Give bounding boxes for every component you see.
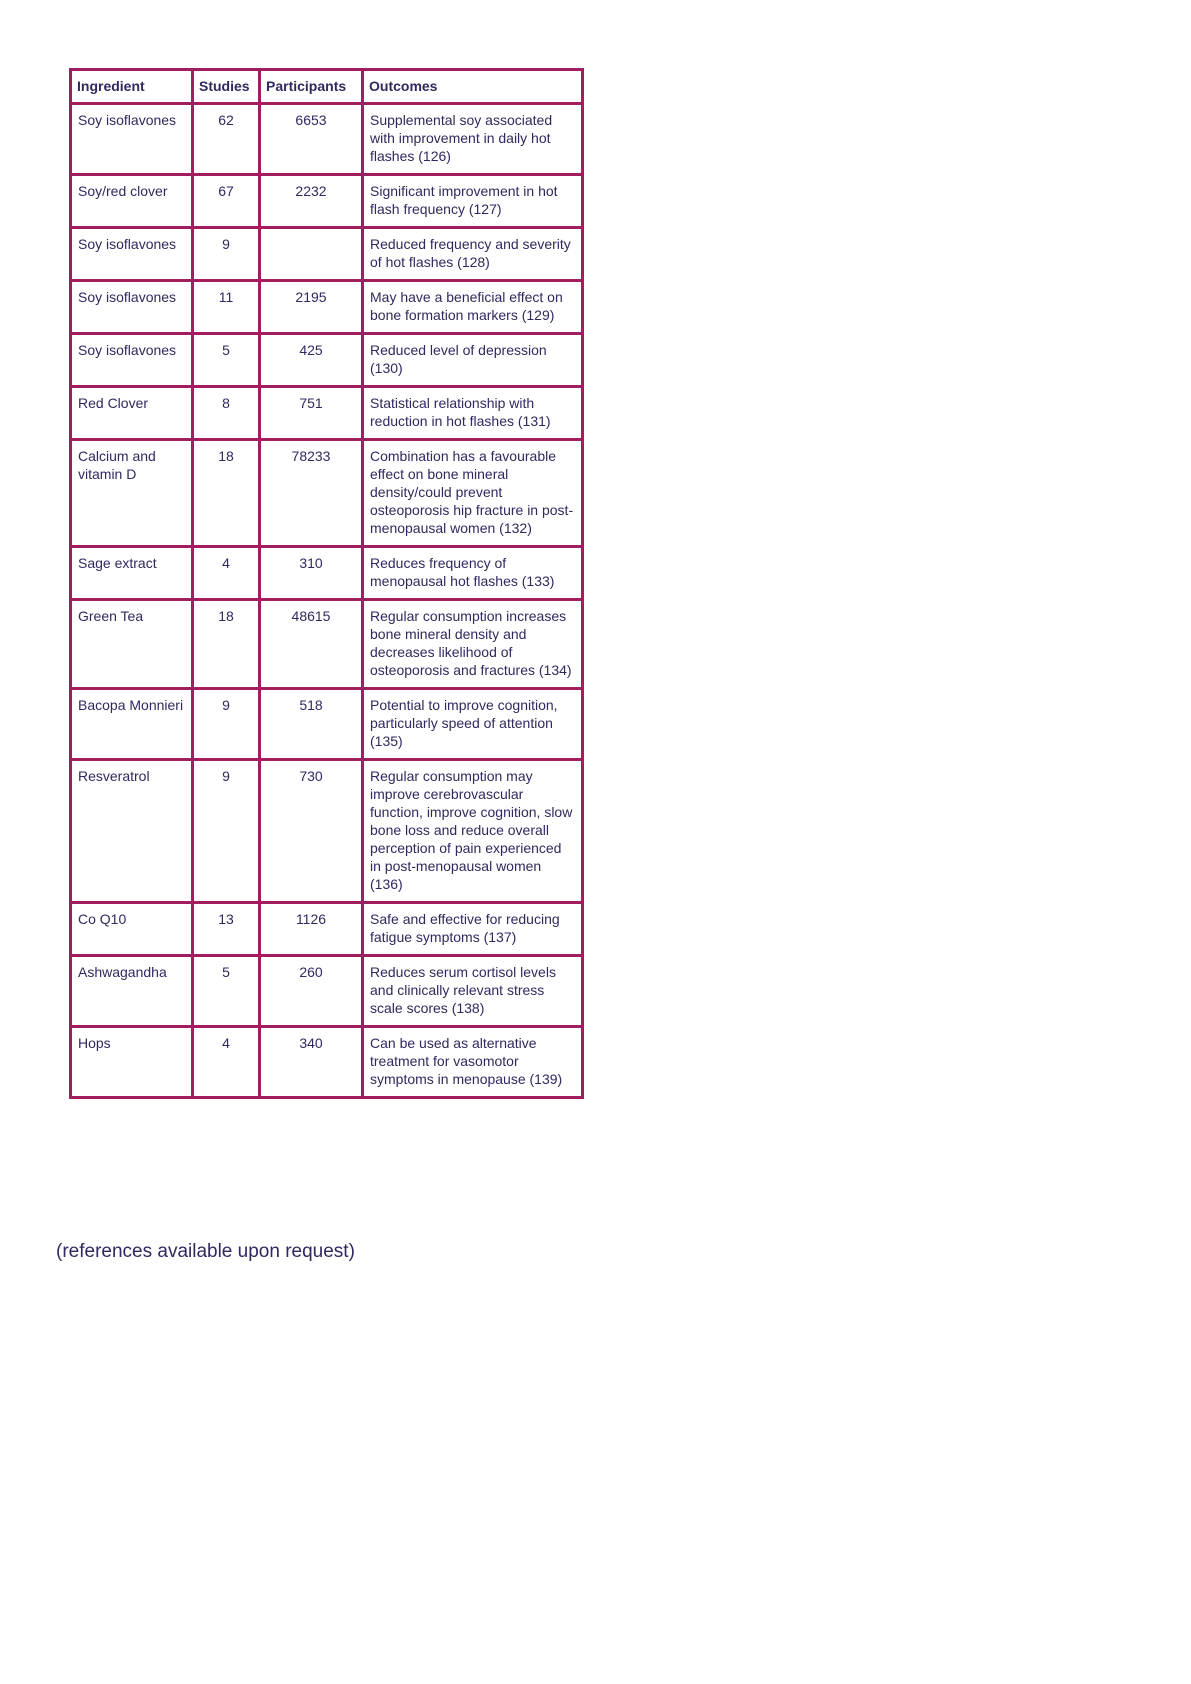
table-row — [71, 228, 583, 281]
table-row — [71, 547, 583, 600]
ingredient-cell: Soy isoflavones — [71, 104, 193, 175]
table-row — [71, 175, 583, 228]
studies-cell: 67 — [193, 175, 260, 228]
table-row — [71, 956, 583, 1027]
header-participants: Participants — [260, 70, 363, 104]
header-ingredient: Ingredient — [71, 70, 193, 104]
studies-cell: 5 — [193, 956, 260, 1027]
ingredient-cell: Co Q10 — [71, 903, 193, 956]
participants-cell: 1126 — [260, 903, 363, 956]
ingredient-cell: Sage extract — [71, 547, 193, 600]
table-header-row — [71, 70, 583, 104]
header-studies: Studies — [193, 70, 260, 104]
participants-cell: 518 — [260, 689, 363, 760]
participants-cell: 78233 — [260, 440, 363, 547]
participants-cell: 2232 — [260, 175, 363, 228]
studies-cell: 9 — [193, 228, 260, 281]
table-row — [71, 334, 583, 387]
table-row — [71, 1027, 583, 1098]
participants-cell: 260 — [260, 956, 363, 1027]
table-row — [71, 903, 583, 956]
participants-cell — [260, 228, 363, 281]
table-row — [71, 689, 583, 760]
header-outcomes: Outcomes — [363, 70, 583, 104]
studies-cell: 4 — [193, 1027, 260, 1098]
participants-cell: 730 — [260, 760, 363, 903]
ingredient-cell: Bacopa Monnieri — [71, 689, 193, 760]
outcomes-cell: Potential to improve cognition, particularly speed of attention (135) — [363, 689, 583, 760]
ingredient-cell: Soy/red clover — [71, 175, 193, 228]
table-header — [71, 70, 583, 104]
studies-cell: 13 — [193, 903, 260, 956]
ingredient-cell: Hops — [71, 1027, 193, 1098]
outcomes-cell: Significant improvement in hot flash frequency (127) — [363, 175, 583, 228]
participants-cell: 6653 — [260, 104, 363, 175]
participants-cell: 340 — [260, 1027, 363, 1098]
outcomes-cell: Combination has a favourable effect on bone mineral density/could prevent osteoporosis hip fracture in post-menopausal women (132) — [363, 440, 583, 547]
outcomes-cell: Safe and effective for reducing fatigue symptoms (137) — [363, 903, 583, 956]
studies-cell: 5 — [193, 334, 260, 387]
ingredient-cell: Calcium and vitamin D — [71, 440, 193, 547]
references-note: (references available upon request) — [56, 1241, 355, 1262]
studies-cell: 11 — [193, 281, 260, 334]
table-row — [71, 104, 583, 175]
ingredient-cell: Green Tea — [71, 600, 193, 689]
ingredient-cell: Soy isoflavones — [71, 334, 193, 387]
outcomes-cell: Reduces frequency of menopausal hot flashes (133) — [363, 547, 583, 600]
studies-cell: 9 — [193, 689, 260, 760]
table-row — [71, 760, 583, 903]
studies-cell: 4 — [193, 547, 260, 600]
participants-cell: 2195 — [260, 281, 363, 334]
ingredient-evidence-table — [69, 68, 584, 1099]
outcomes-cell: May have a beneficial effect on bone formation markers (129) — [363, 281, 583, 334]
ingredient-cell: Ashwagandha — [71, 956, 193, 1027]
outcomes-cell: Reduced frequency and severity of hot flashes (128) — [363, 228, 583, 281]
studies-cell: 62 — [193, 104, 260, 175]
outcomes-cell: Supplemental soy associated with improvement in daily hot flashes (126) — [363, 104, 583, 175]
ingredient-cell: Soy isoflavones — [71, 281, 193, 334]
table-row — [71, 387, 583, 440]
outcomes-cell: Can be used as alternative treatment for vasomotor symptoms in menopause (139) — [363, 1027, 583, 1098]
studies-cell: 18 — [193, 600, 260, 689]
table-row — [71, 281, 583, 334]
participants-cell: 48615 — [260, 600, 363, 689]
outcomes-cell: Reduced level of depression (130) — [363, 334, 583, 387]
table-row — [71, 440, 583, 547]
ingredient-cell: Soy isoflavones — [71, 228, 193, 281]
ingredient-cell: Red Clover — [71, 387, 193, 440]
table-row — [71, 600, 583, 689]
outcomes-cell: Statistical relationship with reduction in hot flashes (131) — [363, 387, 583, 440]
participants-cell: 425 — [260, 334, 363, 387]
outcomes-cell: Regular consumption increases bone mineral density and decreases likelihood of osteoporosis and fractures (134) — [363, 600, 583, 689]
participants-cell: 310 — [260, 547, 363, 600]
table-body — [71, 104, 583, 1098]
studies-cell: 8 — [193, 387, 260, 440]
studies-cell: 18 — [193, 440, 260, 547]
outcomes-cell: Regular consumption may improve cerebrovascular function, improve cognition, slow bone loss and reduce overall perception of pain experienced in post-menopausal women (136) — [363, 760, 583, 903]
studies-cell: 9 — [193, 760, 260, 903]
ingredient-cell: Resveratrol — [71, 760, 193, 903]
participants-cell: 751 — [260, 387, 363, 440]
outcomes-cell: Reduces serum cortisol levels and clinically relevant stress scale scores (138) — [363, 956, 583, 1027]
